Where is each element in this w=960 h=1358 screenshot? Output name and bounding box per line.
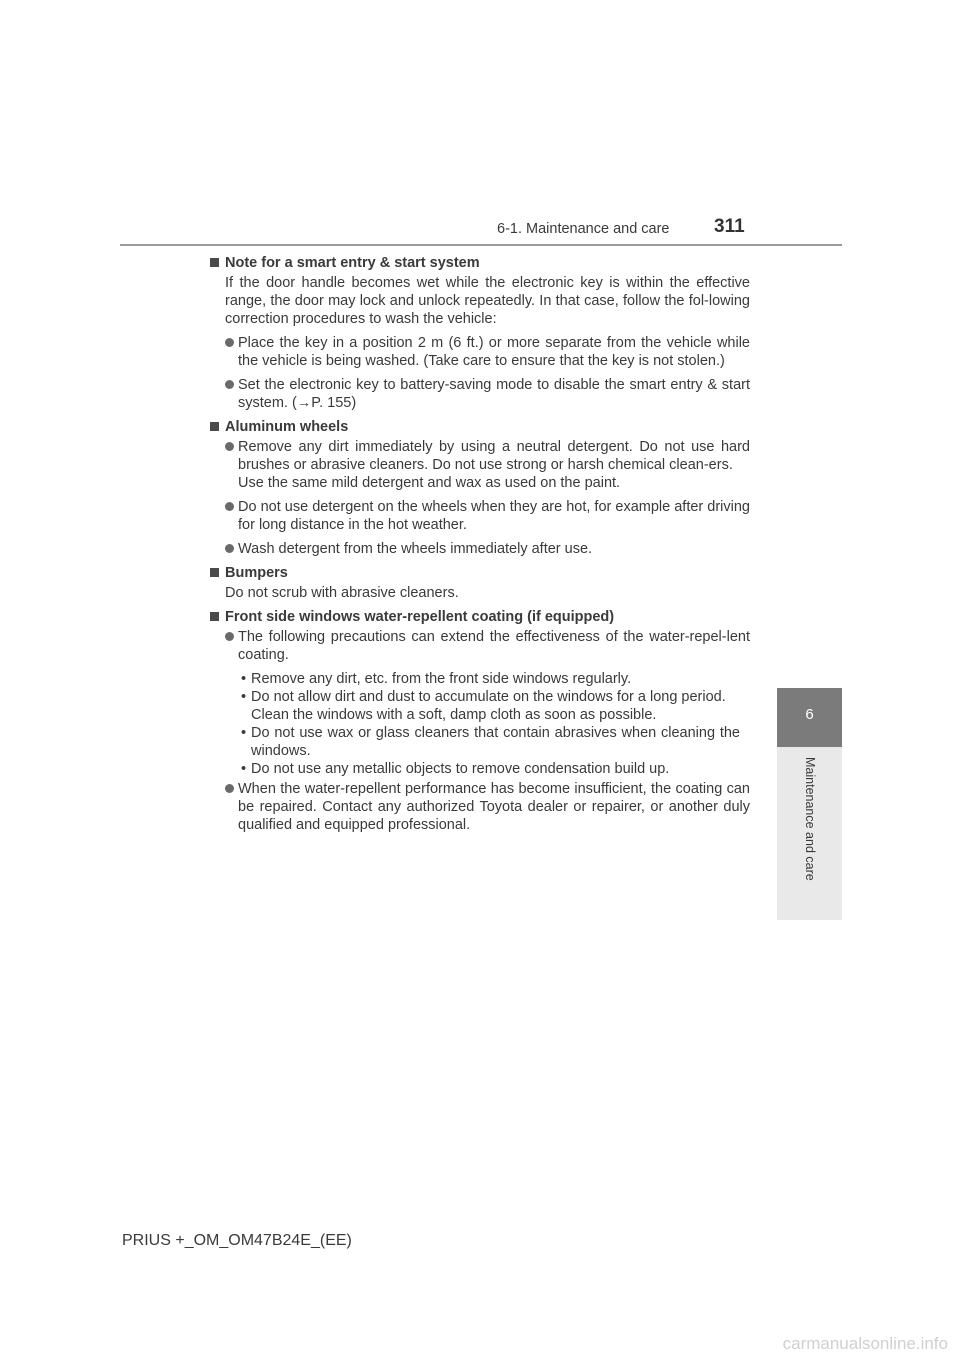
bullet-item [210,376,750,412]
header-divider [120,244,842,246]
sub-item-text: Clean the windows with a soft, damp cloth as soon as possible. [251,707,657,723]
heading-text: Bumpers [225,565,288,581]
circle-bullet-icon [225,784,234,793]
section-heading [210,564,750,582]
bullet-item [210,334,750,370]
sub-item [210,724,750,760]
sub-item [210,688,750,706]
circle-bullet-icon [225,544,234,553]
sub-item-continuation [210,706,750,724]
heading-text: Note for a smart entry & start system [225,255,480,271]
header-section-title: 6-1. Maintenance and care [497,221,670,237]
bullet-item [210,540,750,558]
dot-bullet-icon: • [241,671,247,687]
bullet-item [210,628,750,664]
sub-item-text: Do not allow dirt and dust to accumulate on the windows for a long period. [251,689,726,705]
square-bullet-icon [210,568,219,577]
bullet-item [210,780,750,834]
section-paragraph: If the door handle becomes wet while the electronic key is within the effective range, the door may lock and unlock repeatedly. In that case, follow the fol-lowing correction procedures to wash the vehicle: [225,275,750,327]
sub-item-text: Do not use wax or glass cleaners that contain abrasives when cleaning the windows. [251,725,740,759]
section-heading [210,418,750,436]
chapter-tab-number: 6 [805,706,814,723]
bullet-text: The following precautions can extend the effectiveness of the water-repel-lent coating. [238,629,750,663]
section-paragraph: Do not scrub with abrasive cleaners. [225,585,459,601]
square-bullet-icon [210,612,219,621]
circle-bullet-icon [225,380,234,389]
bullet-continuation [210,474,750,492]
sub-item [210,760,750,778]
dot-bullet-icon: • [241,761,247,777]
bullet-text: Wash detergent from the wheels immediately after use. [238,541,593,557]
chapter-tab-label: Maintenance and care [803,757,817,881]
bullet-text: When the water-repellent performance has become insufficient, the coating can be repaired. Contact any authorized Toyota dealer or repairer, or another duly qualified and equipped professional. [238,781,750,833]
bullet-text: Place the key in a position 2 m (6 ft.) or more separate from the vehicle while the vehicle is being washed. (Take care to ensure that the key is not stolen.) [238,335,750,369]
heading-text: Aluminum wheels [225,419,349,435]
section-heading [210,254,750,272]
page-content [210,254,750,834]
page-number: 311 [714,216,745,237]
sub-item-text: Remove any dirt, etc. from the front side windows regularly. [251,671,632,687]
dot-bullet-icon: • [241,689,247,705]
bullet-item [210,498,750,534]
section-heading [210,608,750,626]
footer-document-id: PRIUS +_OM_OM47B24E_(EE) [122,1232,352,1249]
circle-bullet-icon [225,502,234,511]
bullet-item [210,438,750,474]
watermark: carmanualsonline.info [782,1334,948,1353]
chapter-tab [777,688,842,747]
sub-item-text: Do not use any metallic objects to remove condensation build up. [251,761,670,777]
circle-bullet-icon [225,338,234,347]
bullet-text: Remove any dirt immediately by using a neutral detergent. Do not use hard brushes or abrasive cleaners. Do not use strong or harsh chemical clean-ers. [238,439,750,473]
bullet-text: Set the electronic key to battery-saving mode to disable the smart entry & start system. (→P. 155) [238,377,750,411]
bullet-text: Use the same mild detergent and wax as used on the paint. [238,475,621,491]
square-bullet-icon [210,258,219,267]
heading-text: Front side windows water-repellent coating (if equipped) [225,609,615,625]
dot-bullet-icon: • [241,725,247,741]
square-bullet-icon [210,422,219,431]
circle-bullet-icon [225,442,234,451]
sub-item [210,670,750,688]
circle-bullet-icon [225,632,234,641]
bullet-text: Do not use detergent on the wheels when they are hot, for example after driving for long distance in the hot weather. [238,499,750,533]
